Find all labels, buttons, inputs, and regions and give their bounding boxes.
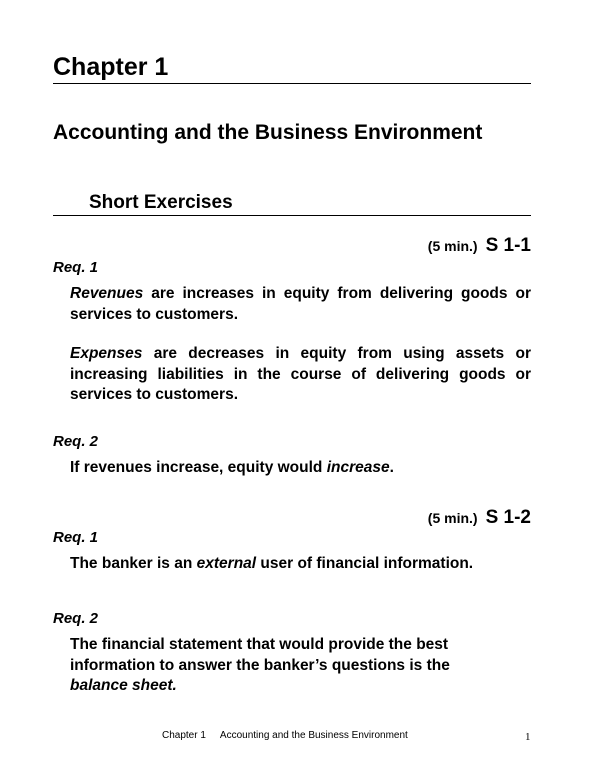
req-label: Req. 1 xyxy=(53,529,99,546)
answer-text: The financial statement that would provide the best information to answer the banker’s questions is the xyxy=(70,636,450,674)
exercise-number: S 1-2 xyxy=(485,507,531,528)
section-heading: Short Exercises xyxy=(89,192,233,213)
answer-term: increase xyxy=(326,459,390,476)
exercise-time: (5 min.) xyxy=(427,238,478,254)
exercise-time: (5 min.) xyxy=(427,510,478,526)
footer-title: Accounting and the Business Environment xyxy=(219,730,408,741)
revenues-paragraph xyxy=(70,284,531,325)
expenses-term: Expenses xyxy=(70,345,143,362)
answer-text: The banker is an xyxy=(70,555,197,572)
expenses-paragraph xyxy=(70,344,531,406)
footer-chapter: Chapter 1 xyxy=(162,730,206,741)
req-label: Req. 2 xyxy=(53,433,99,450)
exercise-header-s1-2 xyxy=(428,507,531,529)
req1-answer xyxy=(70,554,531,575)
req2-answer xyxy=(70,458,531,479)
answer-term: external xyxy=(196,555,257,572)
revenues-term: Revenues xyxy=(70,285,144,302)
req-label: Req. 2 xyxy=(53,610,99,627)
exercise-header-s1-1 xyxy=(428,235,531,257)
answer-text-end: user of financial information. xyxy=(256,555,474,572)
chapter-heading: Chapter 1 xyxy=(53,53,169,81)
answer-text-end: . xyxy=(389,459,394,476)
chapter-rule xyxy=(53,83,531,84)
section-rule xyxy=(53,215,531,216)
page-footer xyxy=(162,730,422,741)
answer-term: balance sheet. xyxy=(70,677,177,694)
page-title: Accounting and the Business Environment xyxy=(53,121,483,144)
revenues-text: are increases in equity from delivering goods or services to customers. xyxy=(70,285,531,323)
exercise-number: S 1-1 xyxy=(485,235,531,256)
req2-answer xyxy=(70,635,510,697)
expenses-text: are decreases in equity from using assets or increasing liabilities in the course of delivering goods or services to customers. xyxy=(70,345,531,403)
page-number: 1 xyxy=(525,731,531,743)
answer-text: If revenues increase, equity would xyxy=(70,459,327,476)
req-label: Req. 1 xyxy=(53,259,99,276)
